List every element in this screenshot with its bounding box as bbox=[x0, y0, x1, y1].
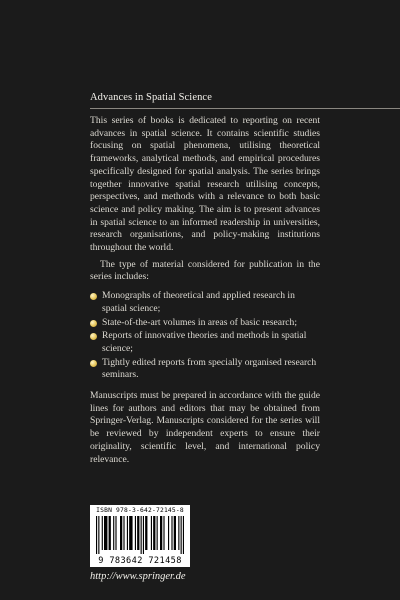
barcode-bar bbox=[153, 516, 155, 550]
barcode-bar bbox=[127, 516, 128, 550]
barcode-bar bbox=[145, 516, 147, 550]
barcode-bar bbox=[183, 516, 184, 554]
barcode-bar bbox=[135, 516, 136, 550]
closing-paragraph: Manuscripts must be prepared in accordance with the guide lines for authors and editors that may be obtained from Springer-Verlag. Manuscripts considered for the series will be reviewed by independent experts to ensure their originality, scientific level, and international policy relevance. bbox=[90, 390, 320, 465]
barcode-bar bbox=[178, 516, 179, 550]
list-item bbox=[90, 317, 320, 330]
barcode-bar bbox=[115, 516, 116, 550]
barcode-bar bbox=[137, 516, 139, 550]
list-item-text: Monographs of theoretical and applied research in spatial science; bbox=[102, 290, 295, 314]
barcode-bar bbox=[171, 516, 172, 550]
barcode-bar bbox=[143, 516, 144, 554]
barcode-bar bbox=[96, 516, 97, 554]
barcode-digits: 9 783642 721458 bbox=[98, 556, 182, 566]
barcode-bar bbox=[123, 516, 124, 550]
barcode-bar bbox=[104, 516, 107, 550]
bullet-icon bbox=[90, 360, 97, 367]
barcode-bar bbox=[129, 516, 132, 550]
isbn-label: ISBN 978-3-642-72145-8 bbox=[96, 507, 184, 514]
barcode-bar bbox=[174, 516, 176, 550]
bullet-icon bbox=[90, 320, 97, 327]
material-intro: The type of material considered for publication in the series includes: bbox=[90, 258, 320, 283]
barcode bbox=[90, 505, 190, 567]
barcode-bars bbox=[96, 516, 184, 554]
list-item bbox=[90, 290, 320, 315]
bullet-icon bbox=[90, 293, 97, 300]
series-title: Advances in Spatial Science bbox=[90, 92, 212, 103]
barcode-bar bbox=[141, 516, 142, 554]
barcode-bar bbox=[98, 516, 99, 554]
list-item bbox=[90, 357, 320, 382]
barcode-bar bbox=[168, 516, 169, 550]
description-block bbox=[90, 115, 320, 466]
list-item-text: Tightly edited reports from specially organised research seminars. bbox=[102, 356, 317, 381]
barcode-bar bbox=[102, 516, 103, 550]
barcode-bar bbox=[181, 516, 182, 554]
barcode-bar bbox=[163, 516, 164, 550]
barcode-bar bbox=[120, 516, 122, 550]
barcode-bar bbox=[157, 516, 158, 550]
barcode-bar bbox=[160, 516, 162, 550]
barcode-bar bbox=[113, 516, 114, 550]
bullet-icon bbox=[90, 333, 97, 340]
publisher-url[interactable]: http://www.springer.de bbox=[90, 571, 186, 582]
material-list bbox=[90, 290, 320, 382]
divider bbox=[90, 108, 400, 109]
list-item-text: Reports of innovative theories and methods in spatial science; bbox=[102, 330, 307, 354]
list-item bbox=[90, 330, 320, 355]
barcode-bar bbox=[109, 516, 111, 550]
intro-paragraph: This series of books is dedicated to reporting on recent advances in spatial science. It contains scientific studies focusing on spatial phenomena, utilising theoretical frameworks, analytical methods, and empirical procedures specifically designed for spatial analysis. The series brings together innovative spatial research utilising concepts, perspectives, and methods with a relevance to both basic science and policy making. The aim is to present advances in spatial science to an informed readership in universities, research organisations, and policy-making institutions throughout the world. bbox=[90, 115, 320, 254]
barcode-bar bbox=[151, 516, 152, 550]
list-item-text: State-of-the-art volumes in areas of basic research; bbox=[102, 316, 297, 328]
